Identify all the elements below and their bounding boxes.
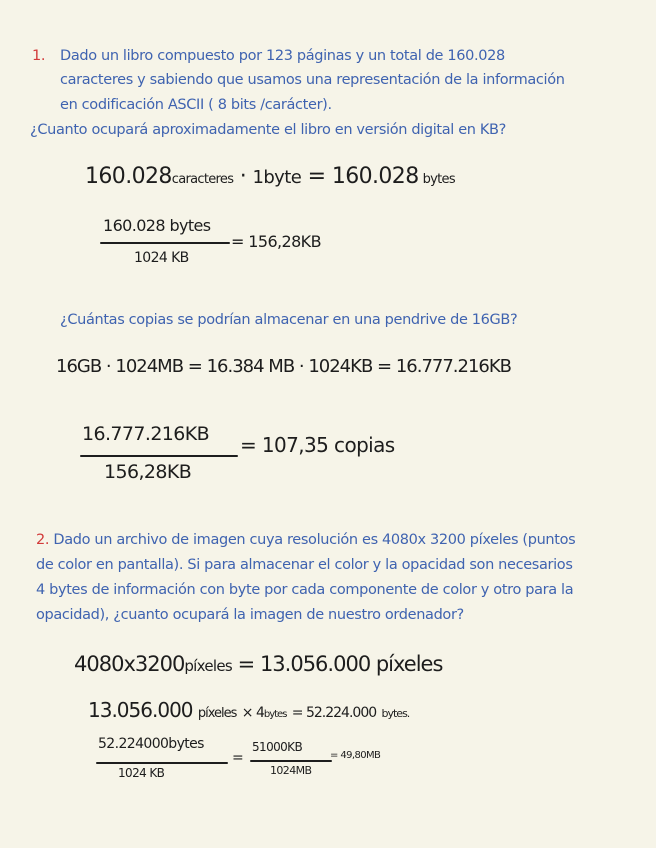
exercise1-question2: ¿Cuántas copias se podrían almacenar en una pendrive de 16GB?: [60, 312, 518, 328]
fraction3-numerator: 52.224000bytes: [98, 736, 204, 752]
exercise1-question1: ¿Cuanto ocupará aproximadamente el libro en versión digital en KB?: [30, 122, 506, 138]
fraction2-numerator: 16.777.216KB: [82, 423, 210, 445]
calc1-eq: =: [307, 164, 326, 189]
calc3-result: = 13.056.000 píxeles: [237, 652, 443, 676]
calc4-mult: × 4: [241, 705, 264, 721]
calc1-unit: caracteres: [171, 172, 234, 187]
calc1-factor: 1byte: [252, 167, 302, 188]
calc1-times: ·: [239, 164, 247, 189]
calc1-result-unit: bytes: [422, 172, 455, 187]
exercise2-line: de color en pantalla). Si para almacenar el color y la opacidad son necesarios: [36, 557, 573, 573]
exercise2-line: 4 bytes de información con byte por cada componente de color y otro para la: [36, 582, 574, 598]
calc1-line: [85, 164, 455, 189]
fraction2-bar: [80, 455, 238, 457]
calc3-resolution: 4080x3200: [74, 652, 185, 676]
exercise1-line: en codificación ASCII ( 8 bits /carácter).: [60, 97, 332, 113]
fraction1-numerator: 160.028 bytes: [103, 216, 211, 235]
exercise2-number: 2.: [36, 532, 50, 548]
calc4-line: [88, 698, 409, 722]
fraction4-bar: [250, 760, 332, 762]
fraction4: [250, 738, 340, 784]
calc4-mult-unit: bytes: [263, 709, 287, 720]
calc3-unit: píxeles: [184, 657, 232, 675]
exercise1-line: caracteres y sabiendo que usamos una representación de la información: [60, 72, 565, 88]
fraction3-bar: [96, 762, 228, 764]
fraction2: [80, 421, 420, 487]
fraction2-denominator: 156,28KB: [104, 461, 192, 483]
calc4-pixels: 13.056.000: [88, 698, 193, 722]
calc1-value: 160.028: [85, 164, 172, 189]
fraction4-denominator: 1024MB: [270, 764, 312, 777]
fraction3-denominator: 1024 KB: [118, 766, 165, 780]
calc3-line: [74, 652, 442, 676]
calc1-result: 160.028: [331, 164, 419, 189]
fraction1: [100, 212, 321, 274]
exercise1-number: 1.: [32, 48, 46, 64]
exercise2-line: [36, 528, 575, 553]
calc2-line: 16GB · 1024MB = 16.384 MB · 1024KB = 16.777.216KB: [56, 356, 512, 377]
fraction2-result: = 107,35 copias: [240, 433, 395, 457]
fraction-eq: =: [232, 750, 244, 766]
exercise1-statement: [32, 44, 45, 69]
calc4-eq: = 52.224.000: [291, 705, 377, 721]
fraction3: [96, 734, 236, 784]
calc4-end-unit: bytes.: [381, 707, 410, 720]
exercise2-line: opacidad), ¿cuanto ocupará la imagen de nuestro ordenador?: [36, 607, 464, 623]
fraction1-bar: [100, 242, 230, 244]
exercise2-first-line: Dado un archivo de imagen cuya resolución es 4080x 3200 píxeles (puntos: [49, 532, 576, 548]
fraction4-numerator: 51000KB: [252, 740, 303, 754]
calc4-unit: píxeles: [197, 706, 237, 721]
fraction1-result: = 156,28KB: [231, 232, 321, 251]
fraction4-result: = 49,80MB: [330, 750, 381, 761]
fraction1-denominator: 1024 KB: [134, 250, 189, 266]
exercise1-line: Dado un libro compuesto por 123 páginas y un total de 160.028: [60, 48, 505, 64]
